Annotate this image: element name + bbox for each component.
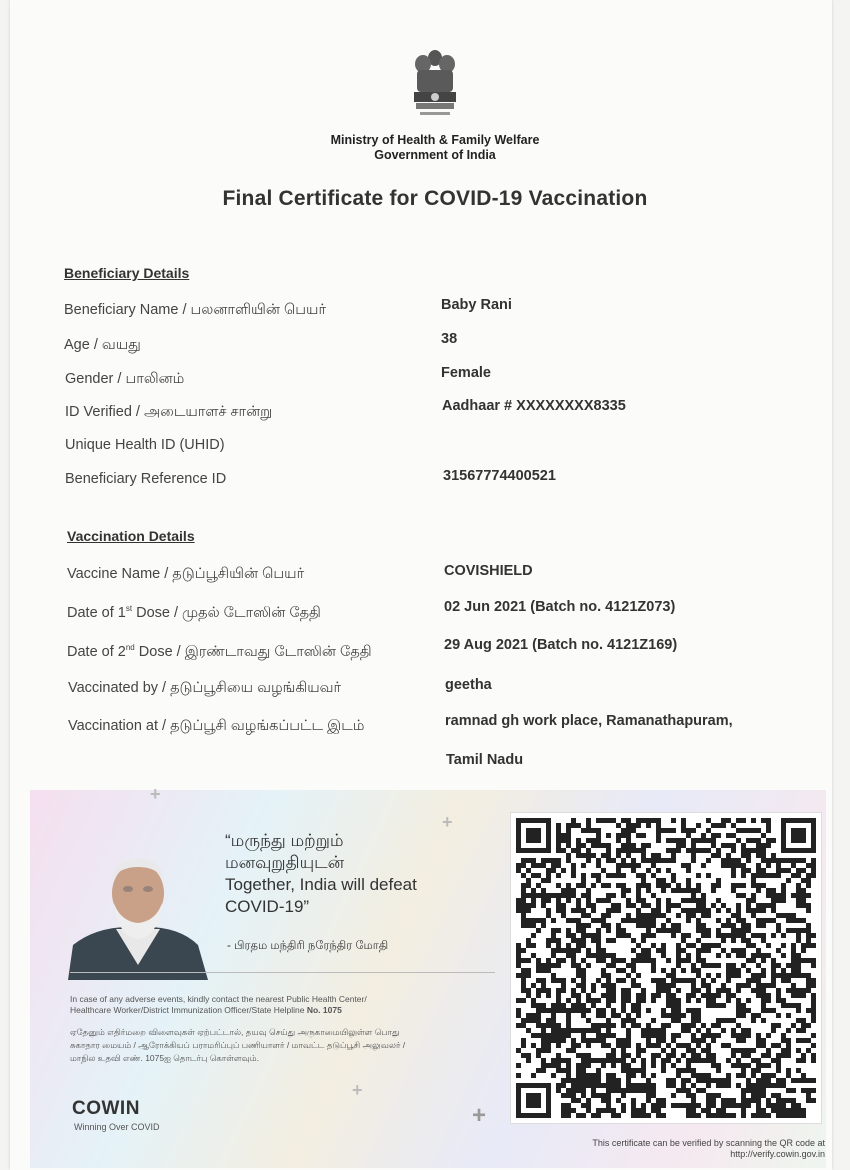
ministry-name: Ministry of Health & Family Welfare: [330, 133, 540, 147]
vaccinated-at-line1: ramnad gh work place, Ramanathapuram,: [445, 713, 733, 729]
adverse-tamil-line1: ஏதேனும் எதிர்மறை விளைவுகள் ஏற்பட்டால், தயவு செய்து அருகாமையிலுள்ள பொது: [70, 1027, 400, 1037]
plus-decoration-icon: +: [150, 784, 161, 804]
adverse-english-line2-text: Healthcare Worker/District Immunization Officer/State Helpline: [70, 1005, 307, 1015]
verify-url[interactable]: http://verify.cowin.gov.in: [730, 1149, 825, 1159]
uhid-label: Unique Health ID (UHID): [65, 437, 225, 453]
dose2-label-sup: nd: [125, 643, 135, 652]
quote-english-line1: Together, India will defeat: [225, 875, 417, 894]
gender-value: Female: [441, 365, 491, 381]
dose1-label-suffix: Dose / முதல் டோஸின் தேதி: [132, 604, 321, 621]
dose2-label-prefix: Date of 2: [67, 643, 126, 660]
footer-divider: [70, 972, 495, 973]
pm-name: - பிரதம மந்திரி நரேந்திர மோதி: [227, 940, 389, 952]
vaccinated-by-label: Vaccinated by / தடுப்பூசியை வழங்கியவர்: [68, 680, 342, 696]
adverse-english-line1: In case of any adverse events, kindly contact the nearest Public Health Center/: [70, 994, 367, 1004]
cowin-tagline: Winning Over COVID: [74, 1122, 160, 1132]
quote-english-line2: COVID-19”: [225, 897, 310, 916]
dose1-label: [67, 604, 321, 623]
id-verified-label: ID Verified / அடையாளச் சான்று: [65, 404, 273, 420]
reference-id-value: 31567774400521: [443, 468, 556, 484]
beneficiary-section-title: Beneficiary Details: [64, 265, 190, 281]
adverse-english-line2: [70, 1005, 500, 1016]
national-emblem-icon: [408, 48, 462, 126]
cowin-logo: COWIN: [72, 1098, 140, 1119]
reference-id-label: Beneficiary Reference ID: [65, 471, 227, 487]
vaccine-name-value: COVISHIELD: [444, 563, 533, 579]
vaccinated-by-value: geetha: [445, 677, 492, 693]
certificate-title: Final Certificate for COVID-19 Vaccination: [222, 187, 648, 210]
vaccinated-at-label: Vaccination at / தடுப்பூசி வழங்கப்பட்ட இடம்: [68, 718, 365, 734]
dose2-value: 29 Aug 2021 (Batch no. 4121Z169): [444, 637, 678, 653]
age-label: Age / வயது: [64, 337, 141, 353]
beneficiary-name-label: Beneficiary Name / பலனாளியின் பெயர்: [64, 302, 327, 318]
ministry-header: [210, 133, 660, 163]
plus-decoration-icon: +: [442, 812, 453, 832]
dose2-label: [67, 643, 372, 662]
government-name: Government of India: [374, 148, 496, 162]
adverse-events-english: [70, 994, 500, 1016]
portrait-image: [68, 845, 208, 980]
certificate-footer: [30, 784, 826, 1168]
qr-code[interactable]: [510, 812, 822, 1124]
qr-code-icon: [516, 818, 816, 1118]
helpline-number: No. 1075: [306, 1005, 342, 1015]
dose1-value: 02 Jun 2021 (Batch no. 4121Z073): [444, 599, 676, 615]
quote-tamil-line1: “மருந்து மற்றும்: [225, 831, 344, 850]
gender-label: Gender / பாலினம்: [65, 371, 185, 387]
dose2-label-suffix: Dose / இரண்டாவது டோஸின் தேதி: [134, 643, 372, 660]
adverse-tamil-line2: சுகாதார மையம் / ஆரோக்கியப் பராமரிப்புப் பணியாளர் / மாவட்ட தடுப்பூசி அலுவலர் /: [70, 1040, 406, 1050]
adverse-events-tamil: [70, 1026, 500, 1065]
vaccination-section-title: Vaccination Details: [67, 528, 195, 544]
dose1-label-prefix: Date of 1: [67, 604, 126, 621]
dose1-label-sup: st: [125, 604, 133, 613]
id-verified-value: Aadhaar # XXXXXXXX8335: [442, 398, 626, 414]
plus-decoration-icon: +: [472, 1102, 487, 1129]
pm-quote: [225, 830, 495, 918]
adverse-tamil-line3: மாநில உதவி எண். 1075ஐ தொடர்பு கொள்ளவும்.: [70, 1053, 259, 1063]
vaccinated-at-line2: Tamil Nadu: [446, 752, 524, 768]
plus-decoration-icon: +: [352, 1080, 363, 1100]
beneficiary-name-value: Baby Rani: [441, 297, 512, 313]
verify-note-line1: This certificate can be verified by scanning the QR code at: [592, 1138, 825, 1148]
age-value: 38: [441, 331, 458, 347]
vaccine-name-label: Vaccine Name / தடுப்பூசியின் பெயர்: [67, 566, 305, 582]
verify-note: [510, 1138, 825, 1160]
quote-tamil-line2: மனவுறுதியுடன்: [225, 853, 345, 872]
